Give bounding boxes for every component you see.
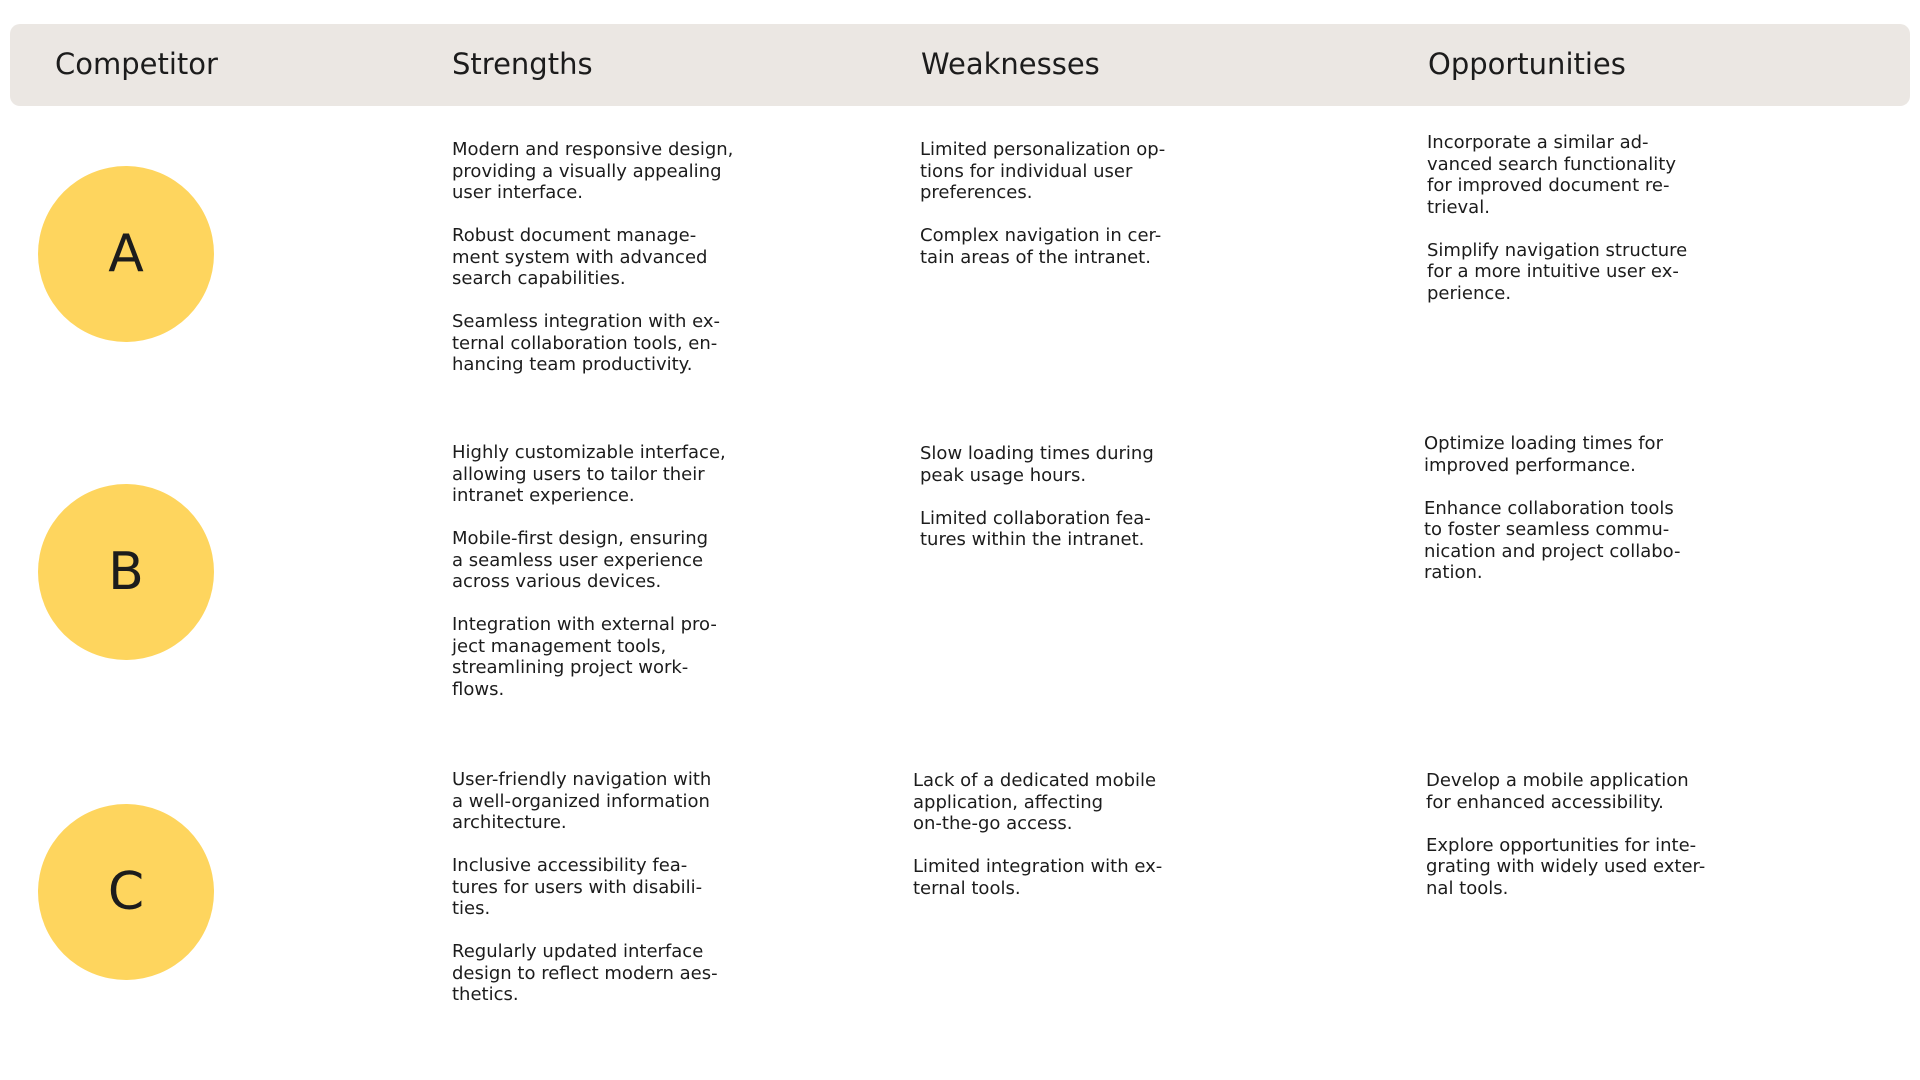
opportunity-item: Explore opportunities for inte- grating with widely used exter- nal tools.	[1426, 834, 1706, 899]
opportunity-item: Develop a mobile application for enhanced accessibility.	[1426, 770, 1689, 813]
opportunity-item: Optimize loading times for improved performance.	[1424, 433, 1663, 476]
row-b-opportunities	[1424, 433, 1681, 584]
header-strengths: Strengths	[452, 47, 593, 81]
opportunity-item: Enhance collaboration tools to foster seamless commu- nication and project collabo- ration.	[1424, 497, 1681, 583]
weakness-item: Complex navigation in cer- tain areas of the intranet.	[920, 225, 1162, 268]
strength-item: Integration with external pro- ject management tools, streamlining project work- flows.	[452, 614, 717, 700]
row-c-opportunities	[1426, 770, 1705, 899]
competitor-label: C	[107, 862, 145, 922]
competitor-label: A	[108, 224, 144, 284]
header-weaknesses: Weaknesses	[921, 47, 1100, 81]
strength-item: User-friendly navigation with a well-organized information architecture.	[452, 769, 712, 833]
strength-item: Seamless integration with ex- ternal collaboration tools, en- hancing team productivity.	[452, 311, 721, 375]
competitor-badge-a	[38, 166, 214, 342]
strength-item: Inclusive accessibility fea- tures for users with disabili- ties.	[452, 855, 703, 919]
row-a-weaknesses	[920, 139, 1165, 268]
row-a-strengths	[452, 139, 733, 376]
header-opportunities: Opportunities	[1428, 47, 1626, 81]
weakness-item: Limited collaboration fea- tures within the intranet.	[920, 507, 1151, 550]
header-competitor: Competitor	[55, 47, 218, 81]
row-a-opportunities	[1427, 132, 1687, 304]
weakness-item: Lack of a dedicated mobile application, affecting on-the-go access.	[913, 770, 1157, 834]
competitor-label: B	[108, 542, 144, 602]
strength-item: Robust document manage- ment system with advanced search capabilities.	[452, 225, 708, 289]
weakness-item: Slow loading times during peak usage hours.	[920, 443, 1154, 486]
row-b-weaknesses	[920, 443, 1154, 551]
strength-item: Highly customizable interface, allowing users to tailor their intranet experience.	[452, 442, 726, 506]
competitor-badge-c	[38, 804, 214, 980]
opportunity-item: Incorporate a similar ad- vanced search functionality for improved document re- trieval.	[1427, 132, 1676, 218]
opportunity-item: Simplify navigation structure for a more intuitive user ex- perience.	[1427, 239, 1688, 304]
row-c-weaknesses	[913, 770, 1162, 899]
weakness-item: Limited personalization op- tions for individual user preferences.	[920, 139, 1166, 203]
weakness-item: Limited integration with ex- ternal tools.	[913, 856, 1163, 899]
row-b-strengths	[452, 442, 726, 700]
row-c-strengths	[452, 769, 718, 1006]
strength-item: Regularly updated interface design to reflect modern aes- thetics.	[452, 941, 718, 1005]
competitor-badge-b	[38, 484, 214, 660]
strength-item: Mobile-first design, ensuring a seamless user experience across various devices.	[452, 528, 709, 592]
strength-item: Modern and responsive design, providing a visually appealing user interface.	[452, 139, 734, 203]
